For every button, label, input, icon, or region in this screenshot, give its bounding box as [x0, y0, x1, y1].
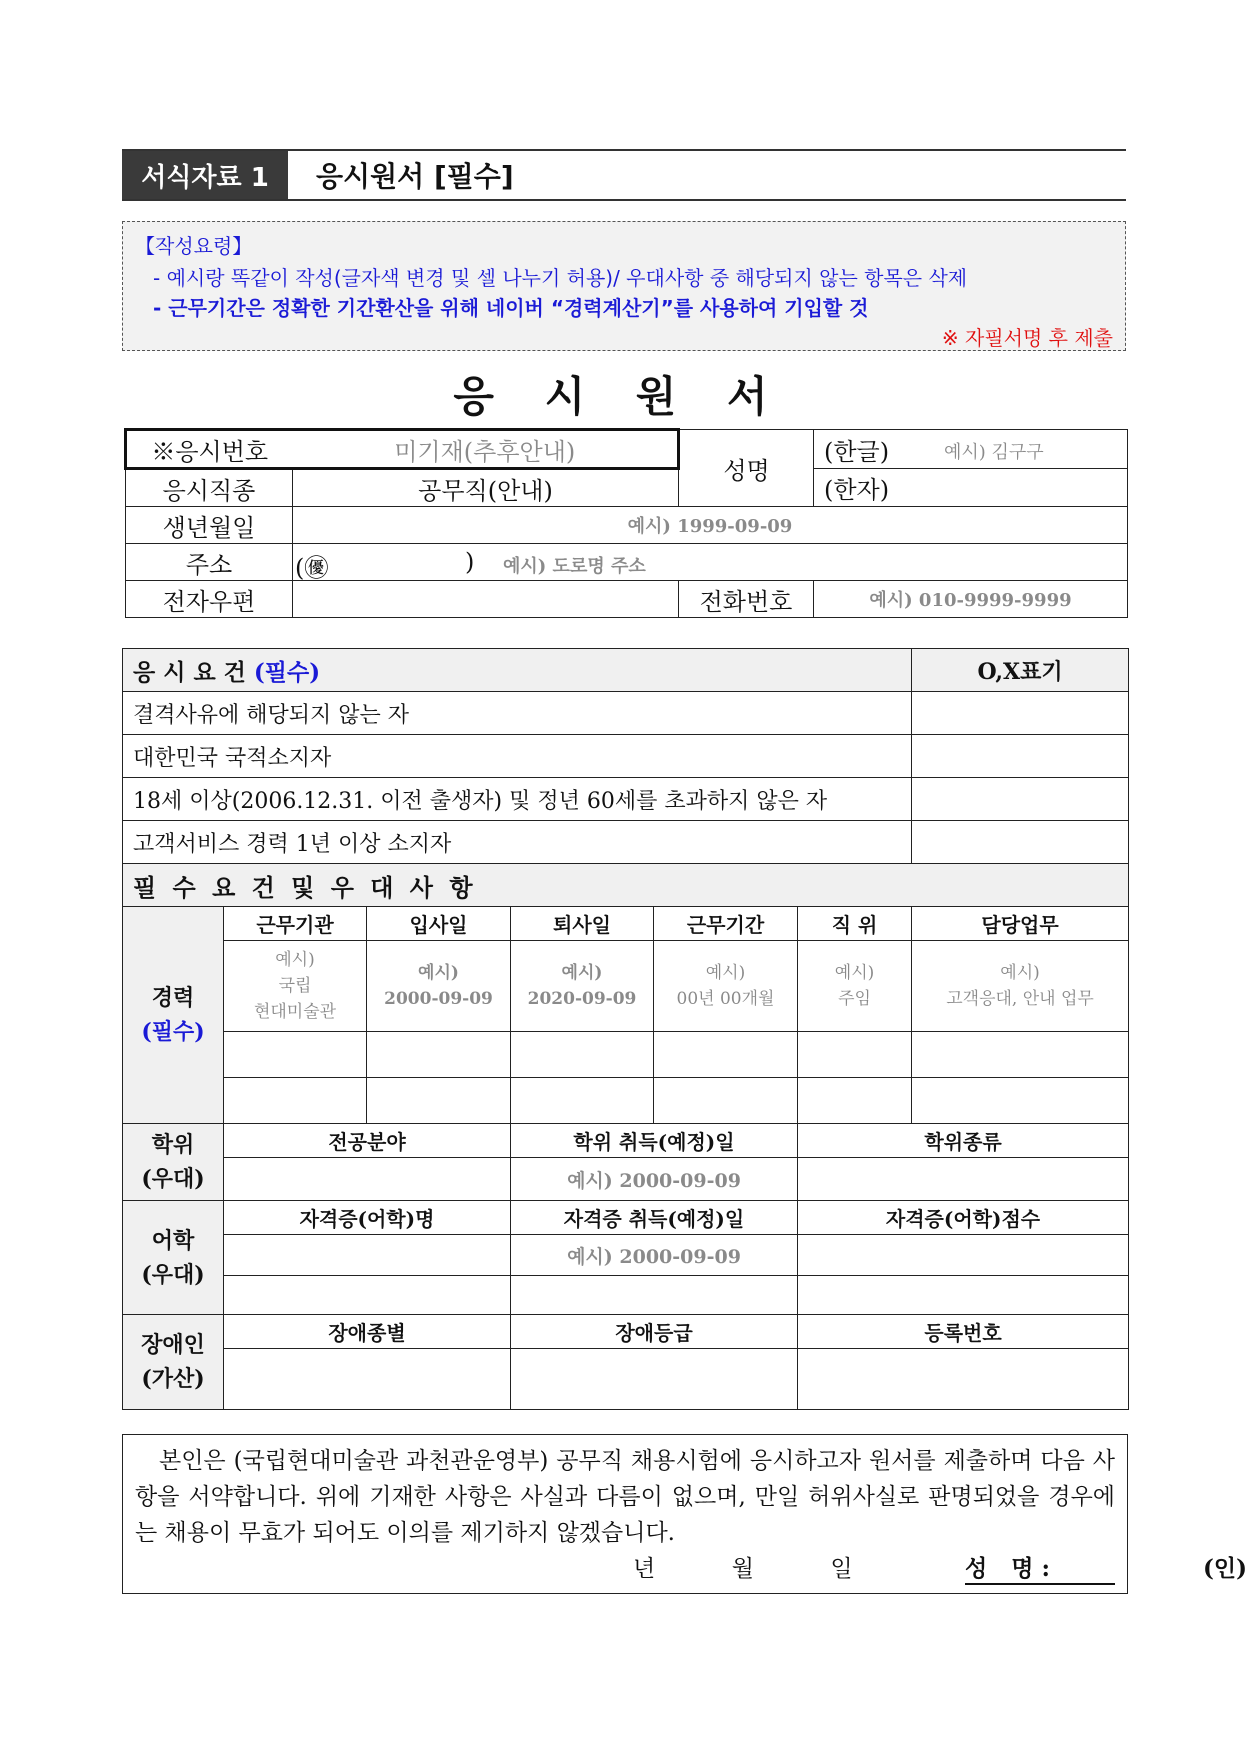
applicant-info-table: [124, 428, 1128, 618]
name-korean-field[interactable]: [814, 430, 1128, 469]
guide-line-3: ※ 자필서명 후 제출: [941, 326, 1113, 350]
career-col-org: 근무기관: [224, 907, 367, 941]
exam-number-value[interactable]: 미기재(추후안내): [293, 430, 679, 469]
ox-mark-field[interactable]: [912, 778, 1129, 821]
degree-type-field[interactable]: [798, 1158, 1129, 1201]
email-label: 전자우편: [126, 581, 293, 618]
disability-col-grade: 장애등급: [511, 1315, 798, 1349]
career-input-cell[interactable]: [511, 1078, 654, 1124]
career-col-period: 근무기간: [654, 907, 798, 941]
exam-number-label: ※응시번호: [126, 430, 293, 469]
language-date-field[interactable]: [511, 1276, 798, 1315]
career-input-cell[interactable]: [654, 1032, 798, 1078]
career-input-cell[interactable]: [912, 1032, 1129, 1078]
career-label: 경력 (필수): [123, 907, 224, 1124]
guide-line-1: - 예시랑 똑같이 작성(글자색 변경 및 셀 나누기 허용)/ 우대사항 중 해당되지 않는 항목은 삭제: [153, 266, 968, 290]
career-col-start: 입사일: [367, 907, 511, 941]
requirement-item: 고객서비스 경력 1년 이상 소지자: [123, 821, 912, 864]
career-input-cell[interactable]: [367, 1078, 511, 1124]
career-input-cell[interactable]: [798, 1032, 912, 1078]
disability-col-type: 장애종별: [224, 1315, 511, 1349]
career-input-cell[interactable]: [367, 1032, 511, 1078]
pledge-box: [122, 1434, 1247, 1594]
email-field[interactable]: [293, 581, 679, 618]
career-col-end: 퇴사일: [511, 907, 654, 941]
address-label: 주소: [126, 544, 293, 581]
career-example-position: 예시) 주임: [798, 941, 912, 1032]
disability-regno-field[interactable]: [798, 1349, 1129, 1410]
page-title: 응 시 원 서: [453, 372, 786, 421]
signature-name[interactable]: 성 명 :: [965, 1551, 1115, 1585]
requirements-table: [122, 648, 1129, 1410]
degree-col-type: 학위종류: [798, 1124, 1129, 1158]
disability-label: 장애인 (가산): [123, 1315, 224, 1410]
career-example-period: 예시) 00년 00개월: [654, 941, 798, 1032]
career-input-cell[interactable]: [912, 1078, 1129, 1124]
career-col-position: 직 위: [798, 907, 912, 941]
degree-label: 학위 (우대): [123, 1124, 224, 1201]
writing-guide: [122, 221, 1126, 351]
name-hanja-label: (한자): [824, 476, 890, 504]
career-input-cell[interactable]: [224, 1032, 367, 1078]
language-score-field[interactable]: [798, 1235, 1129, 1276]
language-col-score: 자격증(어학)점수: [798, 1201, 1129, 1235]
requirements-heading: 응 시 요 건 (필수): [123, 649, 912, 692]
career-example-org: 예시) 국립 현대미술관: [224, 941, 367, 1032]
postal-open: (㊝: [295, 554, 329, 582]
disability-col-regno: 등록번호: [798, 1315, 1129, 1349]
header-rule-bottom: [122, 199, 1126, 201]
form-title: 응시원서 [필수]: [316, 160, 514, 193]
career-input-cell[interactable]: [798, 1078, 912, 1124]
form-label: 서식자료 1: [122, 151, 288, 199]
pledge-date[interactable]: 년 월 일: [633, 1556, 855, 1582]
career-input-cell[interactable]: [511, 1032, 654, 1078]
career-example-duty: 예시) 고객응대, 안내 업무: [912, 941, 1129, 1032]
seal-mark: (인): [1203, 1555, 1247, 1582]
address-example: 예시) 도로명 주소: [503, 556, 646, 577]
career-example-start: 예시) 2000-09-09: [367, 941, 511, 1032]
requirement-item: 대한민국 국적소지자: [123, 735, 912, 778]
name-label: 성명: [679, 430, 814, 507]
disability-grade-field[interactable]: [511, 1349, 798, 1410]
degree-col-date: 학위 취득(예정)일: [511, 1124, 798, 1158]
requirement-item: 결격사유에 해당되지 않는 자: [123, 692, 912, 735]
language-score-field[interactable]: [798, 1276, 1129, 1315]
language-col-name: 자격증(어학)명: [224, 1201, 511, 1235]
name-korean-example: 예시) 김구구: [944, 442, 1044, 463]
name-hanja-field[interactable]: [814, 469, 1128, 507]
degree-major-field[interactable]: [224, 1158, 511, 1201]
language-col-date: 자격증 취득(예정)일: [511, 1201, 798, 1235]
career-example-end: 예시) 2020-09-09: [511, 941, 654, 1032]
guide-line-2: - 근무기간은 정확한 기간환산을 위해 네이버 “경력계산기”를 사용하여 기입할 것: [153, 296, 869, 320]
degree-col-major: 전공분야: [224, 1124, 511, 1158]
job-type-value[interactable]: 공무직(안내): [293, 469, 679, 507]
ox-heading: O,X표기: [912, 649, 1129, 692]
name-korean-label: (한글): [824, 437, 890, 466]
language-name-field[interactable]: [224, 1235, 511, 1276]
job-type-label: 응시직종: [126, 469, 293, 507]
disability-type-field[interactable]: [224, 1349, 511, 1410]
birth-date-label: 생년월일: [126, 507, 293, 544]
pledge-text: 본인은 (국립현대미술관 과천관운영부) 공무직 채용시험에 응시하고자 원서를 제출하며 다음 사항을 서약합니다. 위에 기재한 사항은 사실과 다름이 없으며, 만일 허위사실로 판명되었을 경우에는 채용이 무효가 되어도 이의를 제기하지 않겠습니다.: [135, 1448, 1115, 1546]
career-col-duty: 담당업무: [912, 907, 1129, 941]
ox-mark-field[interactable]: [912, 821, 1129, 864]
requirement-item: 18세 이상(2006.12.31. 이전 출생자) 및 정년 60세를 초과하지 않은 자: [123, 778, 912, 821]
required-tag: (필수): [253, 658, 321, 686]
postal-close: ): [465, 548, 475, 576]
phone-field[interactable]: 예시) 010-9999-9999: [814, 581, 1128, 618]
language-date-field[interactable]: 예시) 2000-09-09: [511, 1235, 798, 1276]
birth-date-field[interactable]: 예시) 1999-09-09: [293, 507, 1128, 544]
address-field[interactable]: [293, 544, 1128, 581]
ox-mark-field[interactable]: [912, 692, 1129, 735]
phone-label: 전화번호: [679, 581, 814, 618]
ox-mark-field[interactable]: [912, 735, 1129, 778]
guide-heading: 【작성요령】: [135, 234, 253, 258]
language-label: 어학 (우대): [123, 1201, 224, 1315]
degree-date-field[interactable]: 예시) 2000-09-09: [511, 1158, 798, 1201]
career-input-cell[interactable]: [654, 1078, 798, 1124]
language-name-field[interactable]: [224, 1276, 511, 1315]
preferences-heading: 필 수 요 건 및 우 대 사 항: [123, 864, 1129, 907]
career-input-cell[interactable]: [224, 1078, 367, 1124]
